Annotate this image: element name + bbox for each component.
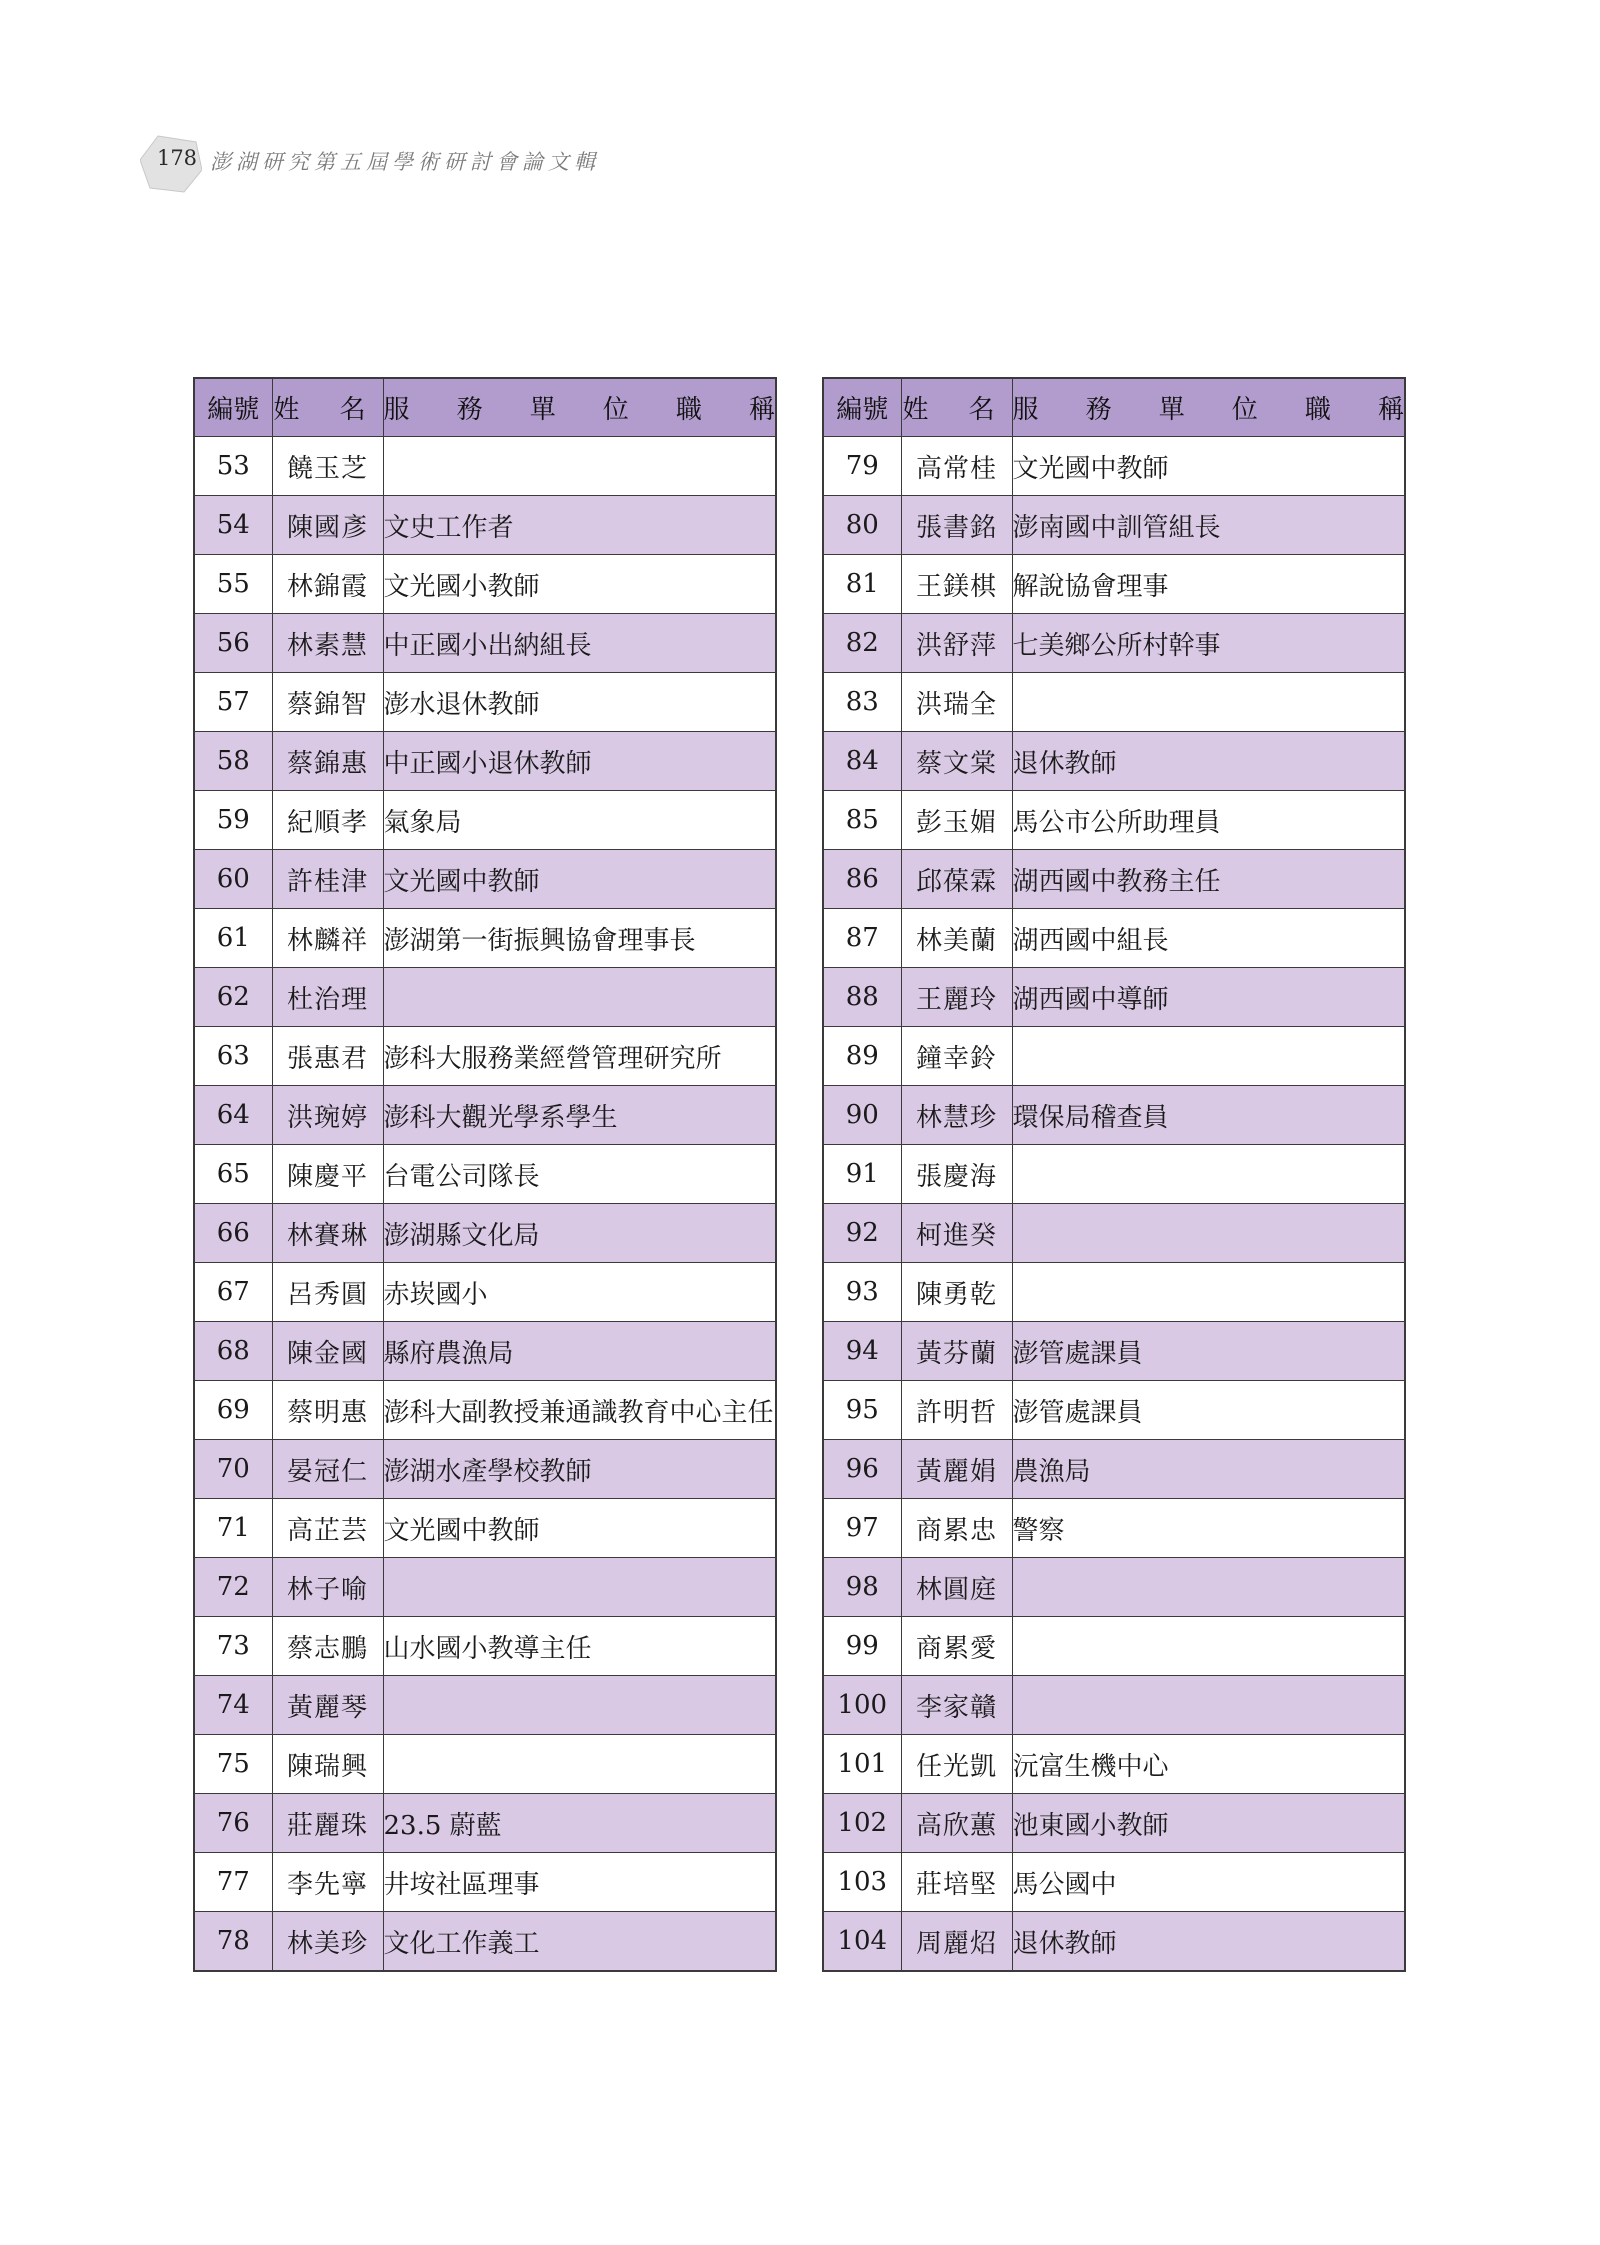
cell-name: 晏冠仁 — [272, 1440, 383, 1499]
cell-title: 澎湖縣文化局 — [383, 1204, 776, 1263]
table-row — [823, 968, 1405, 1027]
table-row — [823, 1263, 1405, 1322]
cell-title: 中正國小退休教師 — [383, 732, 776, 791]
cell-number: 84 — [823, 732, 901, 791]
cell-number: 96 — [823, 1440, 901, 1499]
cell-number: 77 — [194, 1853, 272, 1912]
cell-number: 74 — [194, 1676, 272, 1735]
table-row — [194, 614, 776, 673]
cell-number: 80 — [823, 496, 901, 555]
cell-title: 台電公司隊長 — [383, 1145, 776, 1204]
cell-number: 67 — [194, 1263, 272, 1322]
cell-number: 54 — [194, 496, 272, 555]
cell-title: 澎科大副教授兼通識教育中心主任 — [383, 1381, 776, 1440]
cell-number: 89 — [823, 1027, 901, 1086]
table-row — [194, 673, 776, 732]
roster-table-right — [822, 377, 1406, 1972]
cell-number: 97 — [823, 1499, 901, 1558]
cell-number: 59 — [194, 791, 272, 850]
cell-title — [1012, 1204, 1405, 1263]
cell-number: 93 — [823, 1263, 901, 1322]
table-row — [823, 1322, 1405, 1381]
cell-name: 莊培堅 — [901, 1853, 1012, 1912]
cell-name: 林圓庭 — [901, 1558, 1012, 1617]
cell-name: 張惠君 — [272, 1027, 383, 1086]
cell-number: 101 — [823, 1735, 901, 1794]
cell-title: 湖西國中導師 — [1012, 968, 1405, 1027]
cell-name: 林素慧 — [272, 614, 383, 673]
cell-title: 23.5 蔚藍 — [383, 1794, 776, 1853]
cell-name: 林錦霞 — [272, 555, 383, 614]
cell-name: 紀順孝 — [272, 791, 383, 850]
cell-title — [383, 1558, 776, 1617]
cell-name: 黃芬蘭 — [901, 1322, 1012, 1381]
cell-name: 林麟祥 — [272, 909, 383, 968]
cell-name: 陳瑞興 — [272, 1735, 383, 1794]
cell-title: 井垵社區理事 — [383, 1853, 776, 1912]
cell-title — [1012, 1676, 1405, 1735]
table-header-row — [823, 378, 1405, 437]
cell-title: 澎水退休教師 — [383, 673, 776, 732]
cell-name: 李家贛 — [901, 1676, 1012, 1735]
cell-number: 78 — [194, 1912, 272, 1972]
cell-name: 陳國彥 — [272, 496, 383, 555]
table-row — [823, 1558, 1405, 1617]
cell-title: 池東國小教師 — [1012, 1794, 1405, 1853]
table-row — [823, 496, 1405, 555]
cell-name: 柯進癸 — [901, 1204, 1012, 1263]
cell-name: 周麗炤 — [901, 1912, 1012, 1972]
cell-number: 69 — [194, 1381, 272, 1440]
cell-title: 農漁局 — [1012, 1440, 1405, 1499]
cell-title: 馬公國中 — [1012, 1853, 1405, 1912]
journal-title: 澎湖研究第五屆學術研討會論文輯 — [210, 150, 600, 174]
table-row — [194, 1440, 776, 1499]
table-row — [194, 1617, 776, 1676]
table-row — [823, 437, 1405, 496]
table-row — [823, 1853, 1405, 1912]
cell-name: 王鎂棋 — [901, 555, 1012, 614]
cell-name: 邱葆霖 — [901, 850, 1012, 909]
cell-number: 63 — [194, 1027, 272, 1086]
cell-title: 縣府農漁局 — [383, 1322, 776, 1381]
table-row — [823, 1440, 1405, 1499]
cell-title: 解說協會理事 — [1012, 555, 1405, 614]
cell-title — [1012, 1145, 1405, 1204]
cell-number: 103 — [823, 1853, 901, 1912]
column-header-number: 編號 — [823, 378, 901, 437]
cell-number: 53 — [194, 437, 272, 496]
cell-name: 陳慶平 — [272, 1145, 383, 1204]
cell-name: 鐘幸鈴 — [901, 1027, 1012, 1086]
cell-name: 蔡志鵬 — [272, 1617, 383, 1676]
cell-number: 86 — [823, 850, 901, 909]
cell-number: 90 — [823, 1086, 901, 1145]
cell-number: 72 — [194, 1558, 272, 1617]
table-row — [194, 1204, 776, 1263]
cell-number: 68 — [194, 1322, 272, 1381]
cell-title — [383, 1676, 776, 1735]
table-row — [194, 1912, 776, 1972]
table-row — [194, 1145, 776, 1204]
cell-number: 81 — [823, 555, 901, 614]
cell-number: 56 — [194, 614, 272, 673]
cell-name: 陳金國 — [272, 1322, 383, 1381]
cell-name: 林子喻 — [272, 1558, 383, 1617]
table-row — [823, 1617, 1405, 1676]
table-row — [823, 1145, 1405, 1204]
cell-title: 文光國中教師 — [383, 1499, 776, 1558]
cell-number: 65 — [194, 1145, 272, 1204]
cell-number: 79 — [823, 437, 901, 496]
table-row — [194, 1676, 776, 1735]
roster-body-right — [823, 437, 1405, 1972]
table-row — [823, 909, 1405, 968]
roster-table-left — [193, 377, 777, 1972]
cell-name: 高芷芸 — [272, 1499, 383, 1558]
cell-number: 100 — [823, 1676, 901, 1735]
table-row — [823, 1676, 1405, 1735]
cell-title: 澎科大觀光學系學生 — [383, 1086, 776, 1145]
cell-number: 87 — [823, 909, 901, 968]
cell-name: 王麗玲 — [901, 968, 1012, 1027]
cell-title — [1012, 1263, 1405, 1322]
cell-number: 55 — [194, 555, 272, 614]
table-row — [194, 1086, 776, 1145]
column-header-title: 服 務 單 位 職 稱 — [1012, 378, 1405, 437]
cell-title: 湖西國中組長 — [1012, 909, 1405, 968]
column-header-title: 服 務 單 位 職 稱 — [383, 378, 776, 437]
table-row — [194, 909, 776, 968]
table-row — [823, 1735, 1405, 1794]
cell-title: 警察 — [1012, 1499, 1405, 1558]
cell-name: 洪舒萍 — [901, 614, 1012, 673]
cell-number: 58 — [194, 732, 272, 791]
cell-number: 99 — [823, 1617, 901, 1676]
cell-name: 林美珍 — [272, 1912, 383, 1972]
cell-number: 64 — [194, 1086, 272, 1145]
page-number: 178 — [156, 146, 198, 170]
cell-title — [383, 1735, 776, 1794]
cell-name: 蔡錦惠 — [272, 732, 383, 791]
table-row — [823, 1912, 1405, 1972]
cell-name: 洪琬婷 — [272, 1086, 383, 1145]
table-row — [194, 1853, 776, 1912]
cell-title: 文史工作者 — [383, 496, 776, 555]
cell-number: 83 — [823, 673, 901, 732]
cell-title: 文光國中教師 — [383, 850, 776, 909]
cell-title: 澎管處課員 — [1012, 1322, 1405, 1381]
cell-name: 高欣蕙 — [901, 1794, 1012, 1853]
cell-name: 呂秀圓 — [272, 1263, 383, 1322]
cell-number: 102 — [823, 1794, 901, 1853]
cell-title — [383, 437, 776, 496]
cell-title — [1012, 1027, 1405, 1086]
cell-title: 湖西國中教務主任 — [1012, 850, 1405, 909]
table-row — [823, 673, 1405, 732]
table-row — [194, 850, 776, 909]
table-row — [194, 1794, 776, 1853]
cell-number: 57 — [194, 673, 272, 732]
cell-title: 文光國小教師 — [383, 555, 776, 614]
cell-number: 104 — [823, 1912, 901, 1972]
cell-name: 林賽琳 — [272, 1204, 383, 1263]
cell-name: 林慧珍 — [901, 1086, 1012, 1145]
cell-number: 66 — [194, 1204, 272, 1263]
cell-name: 林美蘭 — [901, 909, 1012, 968]
cell-title: 山水國小教導主任 — [383, 1617, 776, 1676]
cell-title: 赤崁國小 — [383, 1263, 776, 1322]
cell-number: 92 — [823, 1204, 901, 1263]
cell-name: 黃麗琴 — [272, 1676, 383, 1735]
cell-title — [1012, 673, 1405, 732]
cell-number: 70 — [194, 1440, 272, 1499]
cell-title: 退休教師 — [1012, 1912, 1405, 1972]
cell-number: 95 — [823, 1381, 901, 1440]
table-row — [194, 1263, 776, 1322]
cell-title: 退休教師 — [1012, 732, 1405, 791]
cell-name: 張書銘 — [901, 496, 1012, 555]
cell-number: 88 — [823, 968, 901, 1027]
cell-name: 任光凱 — [901, 1735, 1012, 1794]
cell-title: 澎湖第一街振興協會理事長 — [383, 909, 776, 968]
table-row — [823, 732, 1405, 791]
cell-name: 許明哲 — [901, 1381, 1012, 1440]
column-header-name: 姓 名 — [272, 378, 383, 437]
cell-number: 94 — [823, 1322, 901, 1381]
page-header — [140, 134, 840, 194]
cell-title — [383, 968, 776, 1027]
table-row — [194, 1499, 776, 1558]
cell-number: 75 — [194, 1735, 272, 1794]
cell-number: 85 — [823, 791, 901, 850]
table-row — [823, 1381, 1405, 1440]
table-row — [194, 437, 776, 496]
cell-title: 中正國小出納組長 — [383, 614, 776, 673]
cell-number: 98 — [823, 1558, 901, 1617]
cell-name: 許桂津 — [272, 850, 383, 909]
table-row — [823, 614, 1405, 673]
cell-name: 蔡錦智 — [272, 673, 383, 732]
cell-title: 馬公市公所助理員 — [1012, 791, 1405, 850]
cell-number: 61 — [194, 909, 272, 968]
table-row — [823, 850, 1405, 909]
table-row — [823, 791, 1405, 850]
table-row — [194, 1558, 776, 1617]
table-row — [823, 1499, 1405, 1558]
page-number-badge — [140, 134, 202, 194]
cell-name: 李先寧 — [272, 1853, 383, 1912]
table-row — [194, 1381, 776, 1440]
table-row — [823, 555, 1405, 614]
cell-name: 彭玉媚 — [901, 791, 1012, 850]
cell-name: 黃麗娟 — [901, 1440, 1012, 1499]
cell-number: 62 — [194, 968, 272, 1027]
table-row — [823, 1086, 1405, 1145]
table-row — [823, 1027, 1405, 1086]
cell-title: 文光國中教師 — [1012, 437, 1405, 496]
cell-title: 氣象局 — [383, 791, 776, 850]
cell-title — [1012, 1617, 1405, 1676]
cell-name: 饒玉芝 — [272, 437, 383, 496]
cell-title: 七美鄉公所村幹事 — [1012, 614, 1405, 673]
cell-title: 澎湖水產學校教師 — [383, 1440, 776, 1499]
cell-name: 蔡文棠 — [901, 732, 1012, 791]
table-row — [194, 968, 776, 1027]
cell-name: 商累愛 — [901, 1617, 1012, 1676]
table-row — [194, 732, 776, 791]
cell-number: 91 — [823, 1145, 901, 1204]
table-row — [194, 791, 776, 850]
table-row — [194, 496, 776, 555]
table-row — [194, 1027, 776, 1086]
roster-body-left — [194, 437, 776, 1972]
cell-number: 71 — [194, 1499, 272, 1558]
table-row — [823, 1204, 1405, 1263]
cell-name: 洪瑞全 — [901, 673, 1012, 732]
cell-name: 莊麗珠 — [272, 1794, 383, 1853]
cell-name: 杜治理 — [272, 968, 383, 1027]
cell-title: 沅富生機中心 — [1012, 1735, 1405, 1794]
column-header-number: 編號 — [194, 378, 272, 437]
cell-name: 張慶海 — [901, 1145, 1012, 1204]
cell-title: 文化工作義工 — [383, 1912, 776, 1972]
table-row — [194, 1735, 776, 1794]
table-row — [194, 555, 776, 614]
cell-name: 陳勇乾 — [901, 1263, 1012, 1322]
cell-number: 60 — [194, 850, 272, 909]
cell-number: 82 — [823, 614, 901, 673]
table-row — [194, 1322, 776, 1381]
table-row — [823, 1794, 1405, 1853]
cell-title — [1012, 1558, 1405, 1617]
cell-title: 環保局稽查員 — [1012, 1086, 1405, 1145]
cell-number: 76 — [194, 1794, 272, 1853]
cell-title: 澎南國中訓管組長 — [1012, 496, 1405, 555]
cell-title: 澎科大服務業經營管理研究所 — [383, 1027, 776, 1086]
cell-name: 高常桂 — [901, 437, 1012, 496]
cell-number: 73 — [194, 1617, 272, 1676]
cell-name: 蔡明惠 — [272, 1381, 383, 1440]
table-header-row — [194, 378, 776, 437]
cell-name: 商累忠 — [901, 1499, 1012, 1558]
column-header-name: 姓 名 — [901, 378, 1012, 437]
cell-title: 澎管處課員 — [1012, 1381, 1405, 1440]
